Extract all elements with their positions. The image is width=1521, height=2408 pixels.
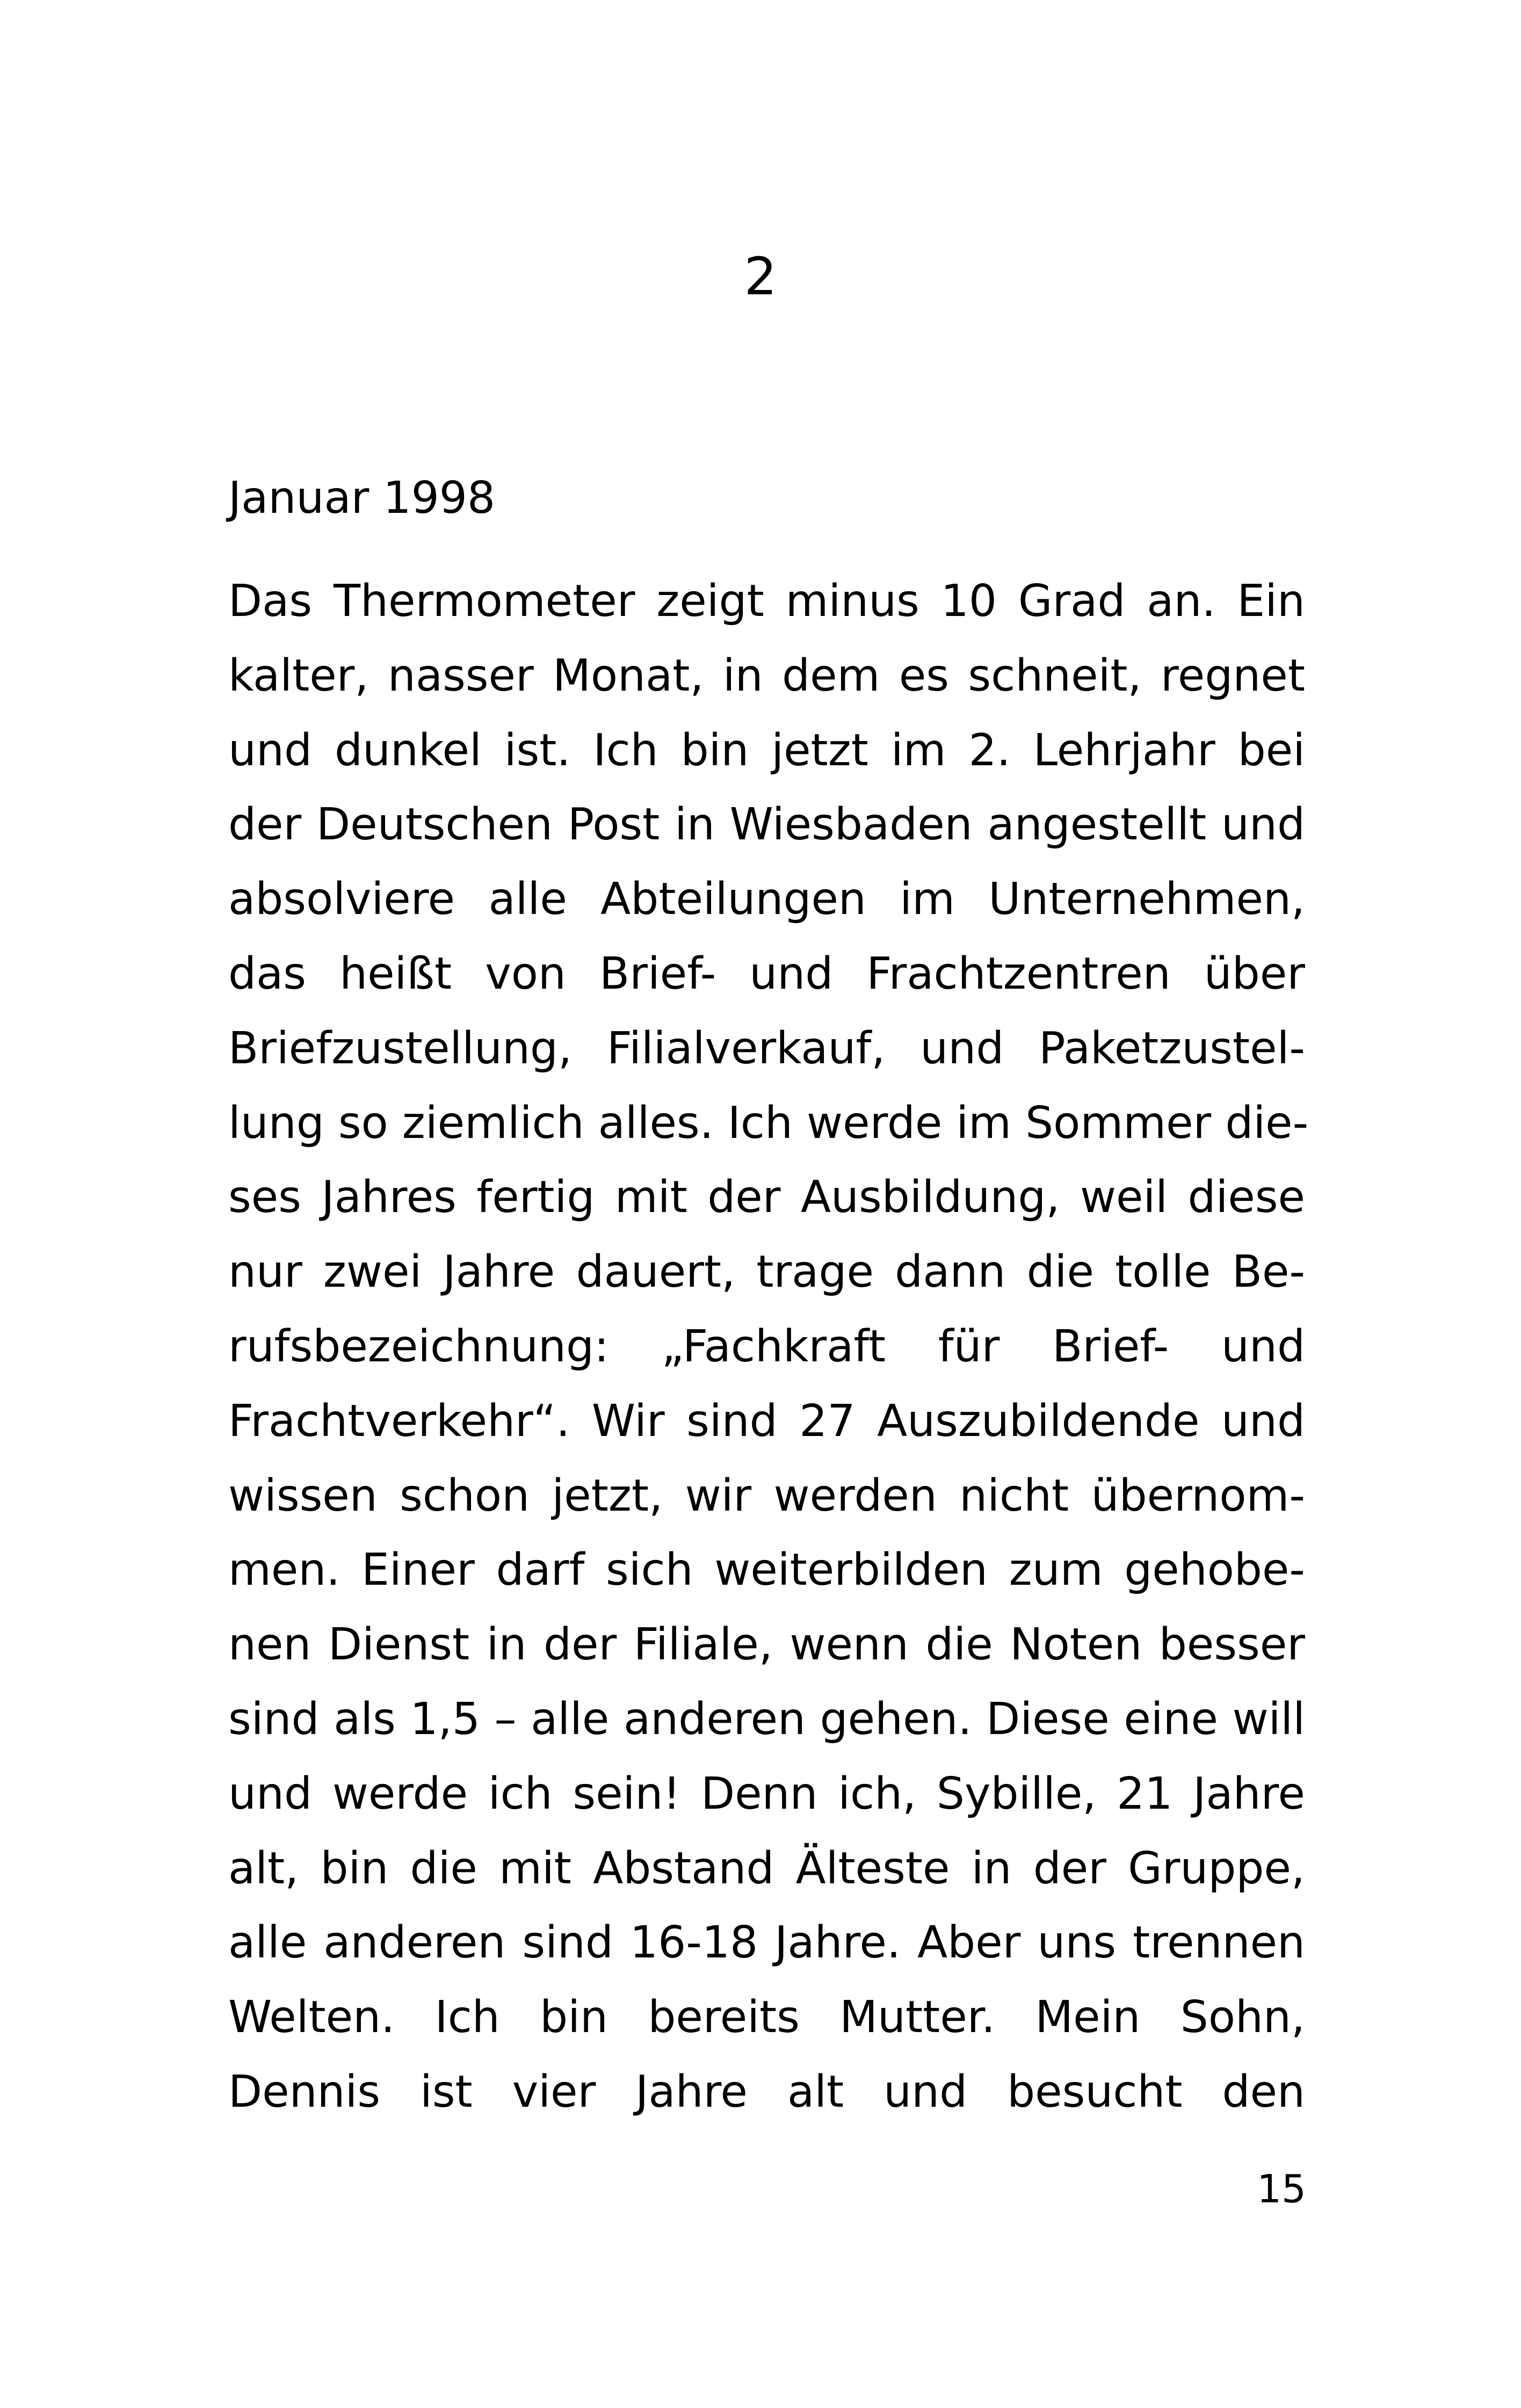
text-line: nur zwei Jahre dauert, trage dann die tolle Be- [228,1246,1305,1298]
text-line: alt, bin die mit Abstand Älteste in der Gruppe, [228,1843,1305,1894]
text-line: rufsbezeichnung: „Fachkraft für Brief- und [228,1321,1305,1372]
text-line: absolviere alle Abteilungen im Unternehmen, [228,874,1305,925]
text-line: wissen schon jetzt, wir werden nicht übernom- [228,1470,1305,1521]
text-line: men. Einer darf sich weiterbilden zum gehobe- [228,1544,1305,1596]
text-line: Briefzustellung, Filialverkauf, und Paketzustel- [228,1022,1305,1074]
text-line: Dennis ist vier Jahre alt und besucht den [228,2066,1305,2117]
text-line: und werde ich sein! Denn ich, Sybille, 21 Jahre [228,1768,1305,1819]
text-line: kalter, nasser Monat, in dem es schneit, regnet [228,650,1305,701]
text-line: Frachtverkehr“. Wir sind 27 Auszubildende und [228,1395,1305,1447]
text-line: lung so ziemlich alles. Ich werde im Sommer die- [228,1097,1309,1149]
text-line: und dunkel ist. Ich bin jetzt im 2. Lehrjahr bei [228,724,1305,776]
text-line: nen Dienst in der Filiale, wenn die Noten besser [228,1619,1305,1671]
text-line: alle anderen sind 16-18 Jahre. Aber uns trennen [228,1917,1305,1969]
chapter-dateline: Januar 1998 [228,473,496,524]
text-line: Welten. Ich bin bereits Mutter. Mein Sohn, [228,1992,1305,2043]
text-line: das heißt von Brief- und Frachtzentren über [228,948,1305,999]
text-line: ses Jahres fertig mit der Ausbildung, weil diese [228,1172,1305,1223]
text-line: Das Thermometer zeigt minus 10 Grad an. Ein [228,576,1305,627]
body-text [228,564,1309,2130]
text-line: sind als 1,5 – alle anderen gehen. Diese eine will [228,1693,1305,1745]
page-number: 15 [1257,2166,1306,2211]
text-line: der Deutschen Post in Wiesbaden angestellt und [228,799,1305,851]
chapter-number: 2 [744,246,777,307]
